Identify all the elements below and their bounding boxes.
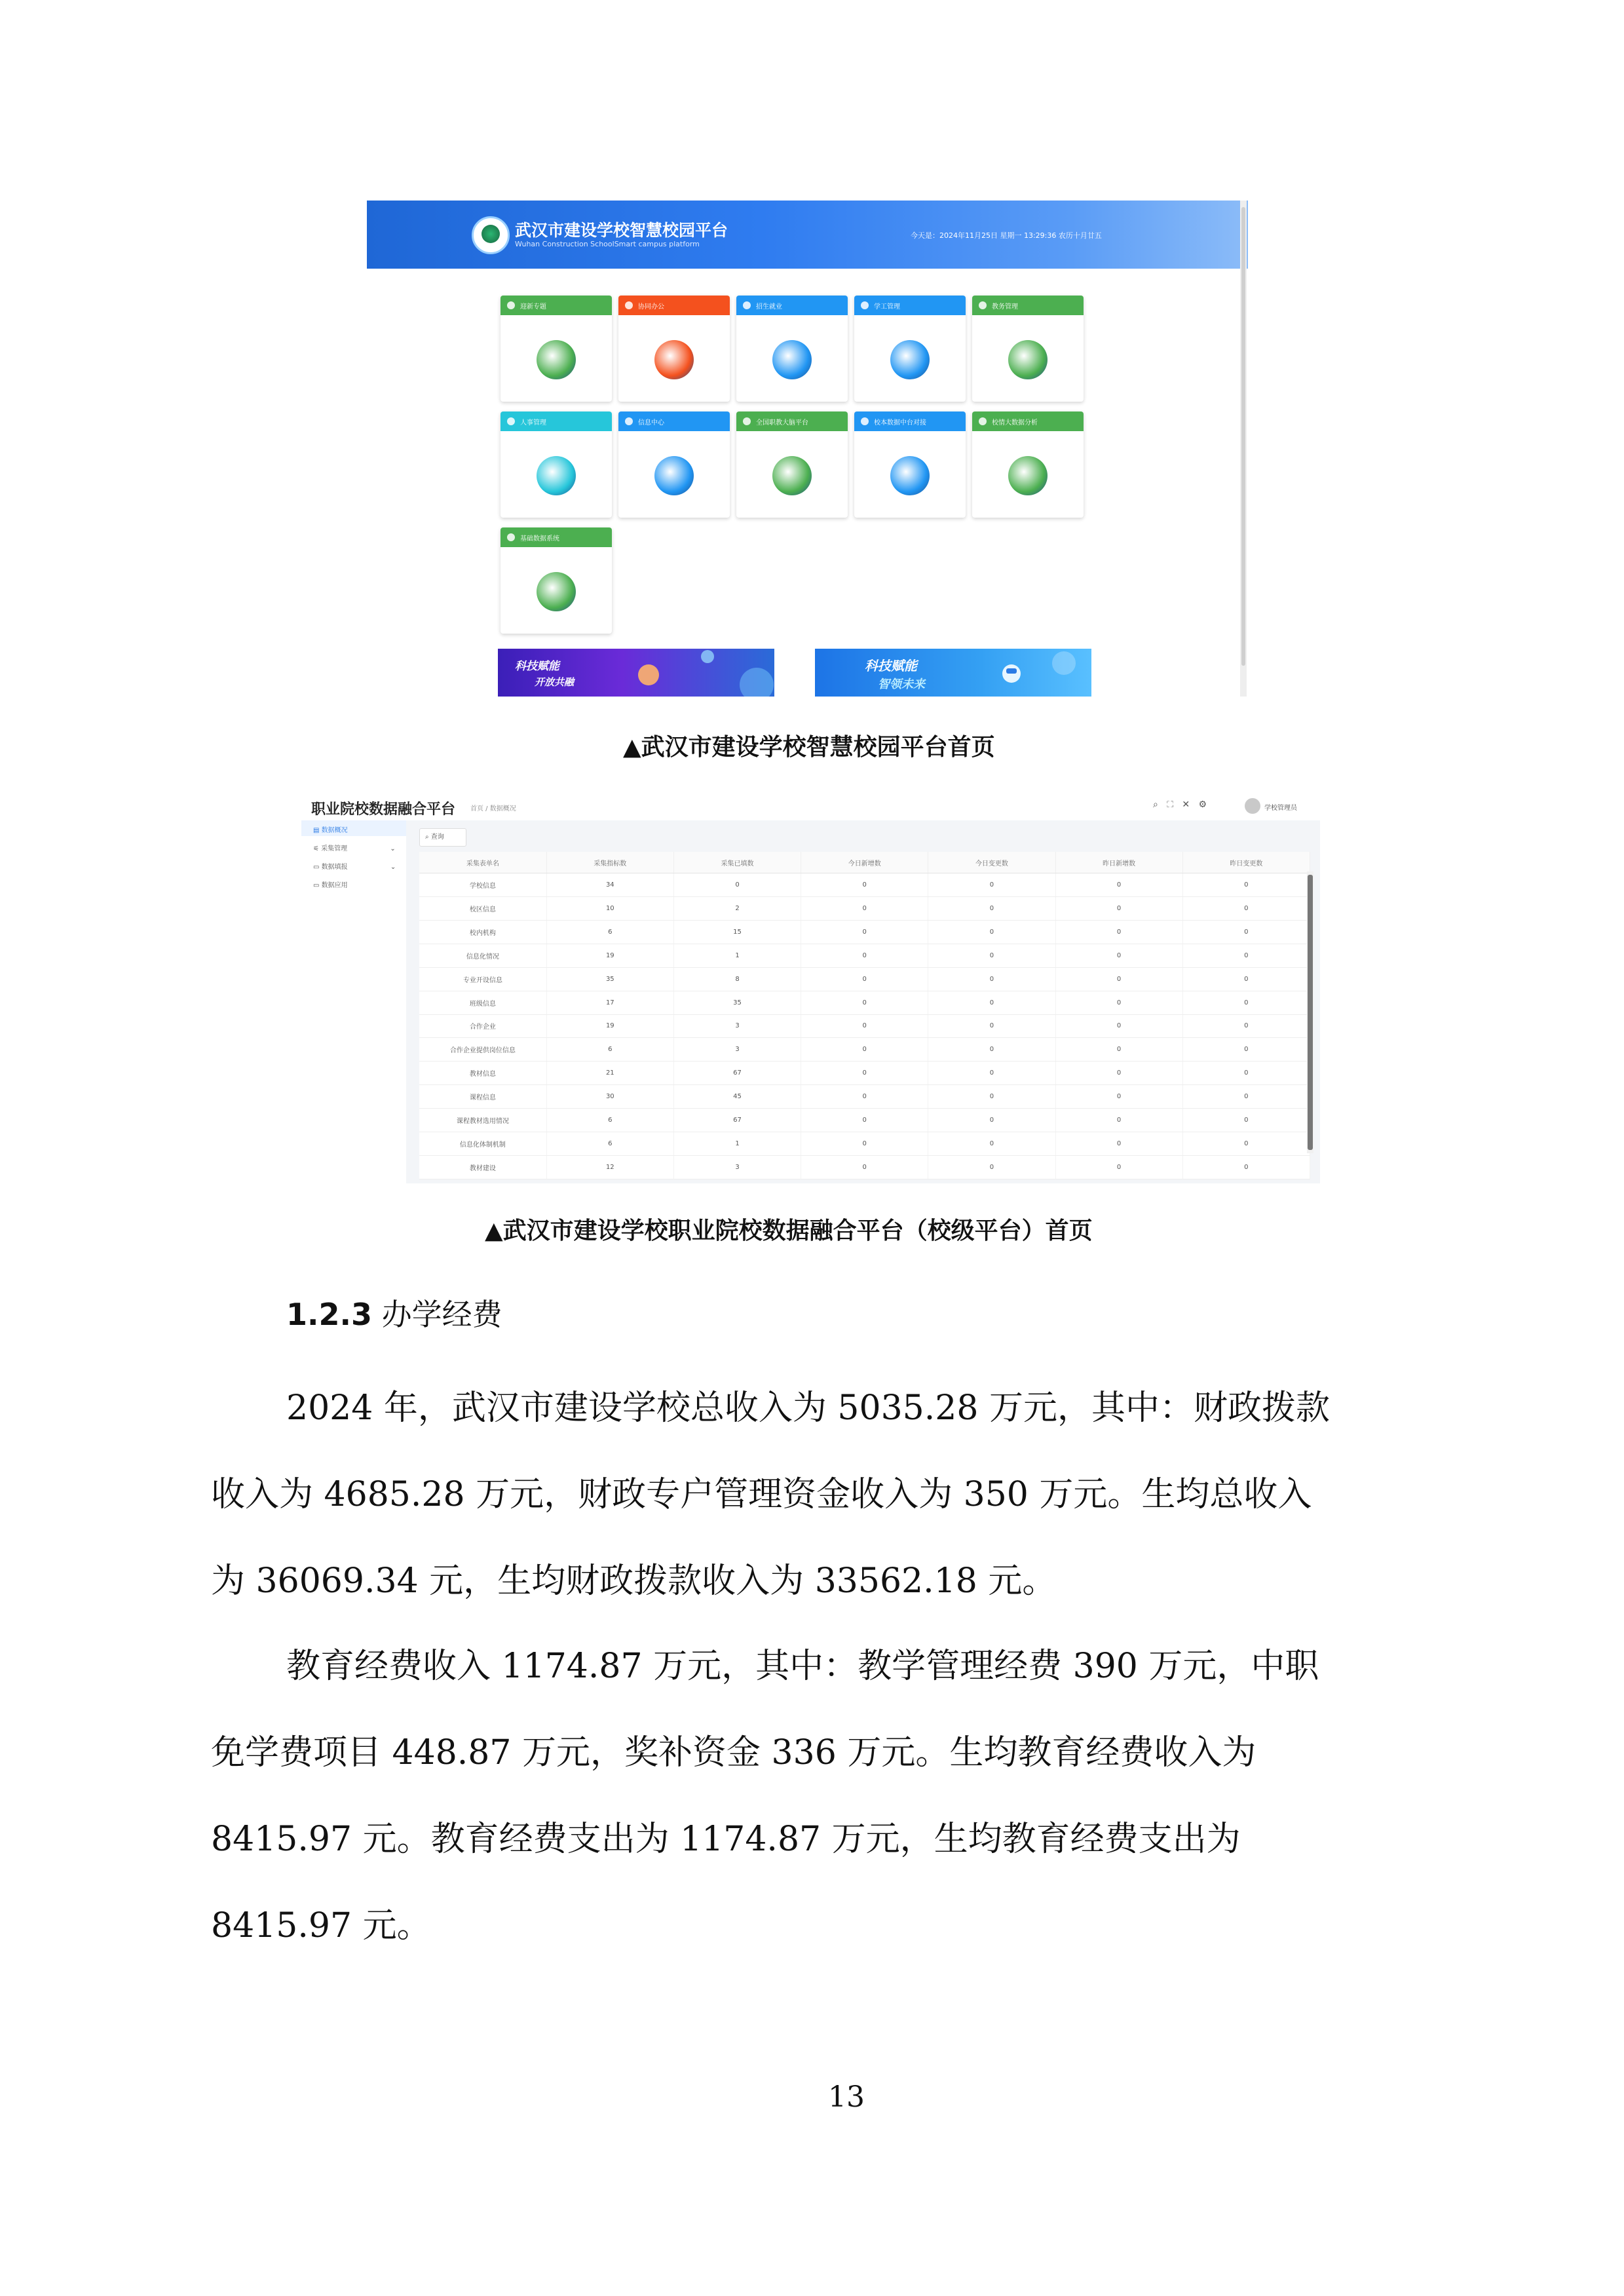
banner-tech-open[interactable]: [498, 649, 774, 697]
column-header[interactable]: 今日变更数: [928, 852, 1055, 873]
computer-icon: [654, 340, 694, 379]
fullscreen-icon[interactable]: ⛶: [1167, 799, 1174, 810]
scrollbar-thumb[interactable]: [1241, 207, 1245, 666]
page-number: 13: [828, 2080, 865, 2114]
table-cell: 0: [1055, 1109, 1182, 1132]
table-cell: 0: [1055, 944, 1182, 967]
table-cell: 0: [801, 1132, 928, 1156]
table-cell: 67: [673, 1062, 801, 1085]
table-cell: 0: [928, 944, 1055, 967]
app-tile-header: [854, 411, 966, 431]
sidebar-item-label: 数据应用: [321, 882, 348, 889]
app-tile-label: 基础数据系统: [520, 535, 559, 543]
table-cell: 12: [546, 1156, 673, 1179]
caption-data-platform: ▲武汉市建设学校职业院校数据融合平台（校级平台）首页: [485, 1217, 1093, 1244]
sidebar-item-label: 数据填报: [321, 864, 348, 871]
table-cell: 0: [928, 920, 1055, 944]
table-cell: 0: [1182, 896, 1310, 920]
column-header[interactable]: 采集表单名: [419, 852, 546, 873]
table-cell: 19: [546, 944, 673, 967]
table-cell: 45: [673, 1085, 801, 1109]
table-cell: 34: [546, 873, 673, 897]
table-cell: 0: [1055, 873, 1182, 897]
table-cell: 0: [673, 873, 801, 897]
column-header[interactable]: 昨日新增数: [1055, 852, 1182, 873]
table-cell: 0: [1182, 1014, 1310, 1038]
app-tile[interactable]: [500, 411, 612, 518]
table-cell: 35: [673, 991, 801, 1014]
table-cell: 0: [801, 944, 928, 967]
table-cell: 0: [1182, 991, 1310, 1014]
table-row[interactable]: [419, 920, 1310, 944]
app-tile[interactable]: [736, 411, 848, 518]
paragraph2-line1: 教育经费收入 1174.87 万元，其中：教学管理经费 390 万元，中职: [286, 1647, 1319, 1686]
tile-badge-icon: [861, 301, 869, 309]
info-center-icon: [654, 456, 694, 495]
table-cell: 0: [1182, 1109, 1310, 1132]
paragraph1-line1: 2024 年，武汉市建设学校总收入为 5035.28 万元，其中：财政拨款: [286, 1388, 1330, 1428]
user-name[interactable]: 学校管理员: [1264, 805, 1297, 812]
table-cell: 0: [1182, 1038, 1310, 1062]
table-cell: 0: [1182, 1085, 1310, 1109]
column-header[interactable]: 昨日变更数: [1182, 852, 1310, 873]
app-tile-header: [736, 296, 848, 315]
sidebar-item-label: 数据概况: [321, 827, 348, 834]
tile-badge-icon: [507, 533, 515, 541]
table-body: [419, 873, 1310, 1179]
section-title: 办学经费: [381, 1297, 502, 1332]
table-cell: 2: [673, 896, 801, 920]
app-tile-label: 招生就业: [756, 303, 782, 311]
app-tile[interactable]: [500, 296, 612, 402]
table-cell: 0: [801, 920, 928, 944]
table-cell: 0: [801, 1062, 928, 1085]
table-row[interactable]: [419, 944, 1310, 967]
table-cell: 0: [1055, 1014, 1182, 1038]
table-cell: 10: [546, 896, 673, 920]
table-row[interactable]: [419, 967, 1310, 991]
app-tile-header: [500, 411, 612, 431]
section-number: 1.2.3: [286, 1297, 372, 1332]
table-cell: 课程教材选用情况: [419, 1109, 546, 1132]
table-cell: 8: [673, 967, 801, 991]
table-cell: 21: [546, 1062, 673, 1085]
table-cell: 6: [546, 1038, 673, 1062]
table-cell: 3: [673, 1156, 801, 1179]
table-header-row: [419, 852, 1310, 873]
table-cell: 课程信息: [419, 1085, 546, 1109]
paragraph1-line2: 收入为 4685.28 万元，财政专户管理资金收入为 350 万元。生均总收入: [211, 1475, 1312, 1514]
app-tile[interactable]: [618, 296, 730, 402]
table-cell: 19: [546, 1014, 673, 1038]
table-cell: 0: [801, 1038, 928, 1062]
table-cell: 合作企业: [419, 1014, 546, 1038]
table-cell: 0: [801, 1014, 928, 1038]
column-header[interactable]: 今日新增数: [801, 852, 928, 873]
search-button[interactable]: ⌕ 查询: [419, 828, 466, 847]
tile-badge-icon: [507, 301, 515, 309]
table-cell: 0: [1055, 1156, 1182, 1179]
table-cell: 0: [928, 1014, 1055, 1038]
brain-icon: [772, 456, 812, 495]
banner-tech-future[interactable]: [815, 649, 1091, 697]
table-cell: 0: [928, 1038, 1055, 1062]
table-row[interactable]: [419, 1132, 1310, 1156]
table-cell: 0: [928, 991, 1055, 1014]
column-header[interactable]: 采集指标数: [546, 852, 673, 873]
search-button-label: 查询: [430, 833, 444, 841]
table-cell: 0: [928, 873, 1055, 897]
caption-campus: ▲武汉市建设学校智慧校园平台首页: [623, 734, 995, 761]
toolbar-icons: [1153, 799, 1207, 810]
app-tile-header: [618, 411, 730, 431]
table-cell: 0: [1182, 873, 1310, 897]
table-cell: 教材信息: [419, 1062, 546, 1085]
app-tile-header: [972, 411, 1084, 431]
table-cell: 0: [928, 1062, 1055, 1085]
campus-date: 今天是：2024年11月25日 星期一 13:29:36 农历十月廿五: [911, 231, 1102, 240]
tile-badge-icon: [507, 417, 515, 425]
platform-title: 职业院校数据融合平台: [311, 801, 456, 818]
table-cell: 0: [1055, 1062, 1182, 1085]
sidebar-item-label: 采集管理: [321, 845, 348, 852]
table-row[interactable]: [419, 1038, 1310, 1062]
gear-icon[interactable]: ⚙: [1198, 799, 1207, 810]
table-cell: 1: [673, 944, 801, 967]
table-cell: 0: [801, 1085, 928, 1109]
table-cell: 0: [1182, 967, 1310, 991]
sidebar-item-collect[interactable]: ⚟ 采集管理 ⌄: [313, 845, 396, 852]
app-tile-label: 校本数据中台对接: [874, 419, 926, 427]
smart-campus-screenshot: [367, 201, 1248, 697]
data-platform-screenshot: [301, 786, 1320, 1183]
table-row[interactable]: [419, 1062, 1310, 1085]
table-cell: 0: [1182, 944, 1310, 967]
app-tile-header: [736, 411, 848, 431]
table-cell: 0: [928, 967, 1055, 991]
table-cell: 0: [801, 1156, 928, 1179]
table-cell: 30: [546, 1085, 673, 1109]
app-tile-label: 信息中心: [638, 419, 664, 427]
app-tile-label: 协同办公: [638, 303, 664, 311]
campus-title: 武汉市建设学校智慧校园平台: [515, 221, 728, 240]
table-cell: 信息化情况: [419, 944, 546, 967]
app-tile-label: 教务管理: [992, 303, 1018, 311]
app-tile[interactable]: [736, 296, 848, 402]
app-tile-label: 学工管理: [874, 303, 900, 311]
data-hub-icon: [890, 456, 930, 495]
table-cell: 0: [1182, 1062, 1310, 1085]
table-row[interactable]: [419, 1085, 1310, 1109]
campus-subtitle: Wuhan Construction SchoolSmart campus platform: [515, 240, 700, 248]
app-tile-header: [972, 296, 1084, 315]
table-cell: 专业开设信息: [419, 967, 546, 991]
table-cell: 0: [801, 896, 928, 920]
personnel-icon: [537, 456, 576, 495]
table-cell: 校区信息: [419, 896, 546, 920]
table-cell: 信息化体制机制: [419, 1132, 546, 1156]
table-cell: 0: [928, 1085, 1055, 1109]
app-tile-label: 全国职教大脑平台: [756, 419, 808, 427]
table-cell: 0: [1055, 1038, 1182, 1062]
tools-icon[interactable]: ✕: [1182, 799, 1190, 810]
table-cell: 校内机构: [419, 920, 546, 944]
analytics-icon: [1008, 456, 1048, 495]
app-tile[interactable]: [972, 411, 1084, 518]
table-scrollbar-thumb[interactable]: [1308, 875, 1313, 1150]
app-tile-label: 人事管理: [520, 419, 546, 427]
table-cell: 35: [546, 967, 673, 991]
table-cell: 0: [928, 1132, 1055, 1156]
collection-table: [419, 852, 1310, 1179]
table-cell: 教材建设: [419, 1156, 546, 1179]
academic-icon: [1008, 340, 1048, 379]
base-data-icon: [537, 572, 576, 611]
paragraph1-line3: 为 36069.34 元，生均财政拨款收入为 33562.18 元。: [211, 1561, 1057, 1601]
chevron-down-icon: ⌄: [390, 845, 396, 852]
table-cell: 0: [928, 896, 1055, 920]
app-tile-label: 迎新专题: [520, 303, 546, 311]
table-cell: 67: [673, 1109, 801, 1132]
graduate-icon: [772, 340, 812, 379]
table-row[interactable]: [419, 1156, 1310, 1179]
banner1-line2: 开放共融: [535, 676, 575, 688]
student-affairs-icon: [890, 340, 930, 379]
paragraph2-line3: 8415.97 元。教育经费支出为 1174.87 万元，生均教育经费支出为: [211, 1820, 1241, 1859]
sidebar: [301, 820, 407, 1183]
table-cell: 学校信息: [419, 873, 546, 897]
app-tile[interactable]: [500, 527, 612, 634]
banner1-line1: 科技赋能: [515, 660, 559, 673]
avatar[interactable]: [1245, 798, 1260, 814]
table-cell: 0: [928, 1109, 1055, 1132]
logo-emblem-icon: [482, 225, 500, 243]
table-cell: 15: [673, 920, 801, 944]
table-row[interactable]: [419, 896, 1310, 920]
app-tile[interactable]: [854, 411, 966, 518]
table-cell: 6: [546, 920, 673, 944]
tile-badge-icon: [979, 301, 987, 309]
app-tile-header: [854, 296, 966, 315]
sidebar-item-apply[interactable]: ▭ 数据应用: [313, 882, 348, 889]
section-heading: [286, 1291, 502, 1334]
column-header[interactable]: 采集已填数: [673, 852, 801, 873]
table-cell: 0: [1055, 967, 1182, 991]
school-logo: [472, 216, 510, 254]
paragraph2-line4: 8415.97 元。: [211, 1906, 431, 1945]
table-row[interactable]: [419, 991, 1310, 1014]
tile-badge-icon: [979, 417, 987, 425]
table-row[interactable]: [419, 1014, 1310, 1038]
table-cell: 0: [801, 873, 928, 897]
tile-badge-icon: [743, 417, 751, 425]
chevron-down-icon: ⌄: [390, 864, 396, 871]
tile-badge-icon: [625, 417, 633, 425]
banner2-line1: 科技赋能: [865, 658, 917, 674]
tile-badge-icon: [861, 417, 869, 425]
table-cell: 班级信息: [419, 991, 546, 1014]
app-tile[interactable]: [854, 296, 966, 402]
table-cell: 0: [1055, 920, 1182, 944]
app-tile-label: 校情大数据分析: [992, 419, 1038, 427]
app-tile[interactable]: [972, 296, 1084, 402]
app-tile[interactable]: [618, 411, 730, 518]
banner2-line2: 智领未来: [878, 678, 925, 691]
table-cell: 合作企业提供岗位信息: [419, 1038, 546, 1062]
tile-badge-icon: [625, 301, 633, 309]
app-tile-header: [618, 296, 730, 315]
table-cell: 1: [673, 1132, 801, 1156]
sidebar-item-overview[interactable]: ▤ 数据概况: [313, 827, 348, 834]
table-cell: 6: [546, 1109, 673, 1132]
table-row[interactable]: [419, 1109, 1310, 1132]
tile-badge-icon: [743, 301, 751, 309]
table-row[interactable]: [419, 873, 1310, 897]
app-tile-header: [500, 527, 612, 547]
welcome-icon: [537, 340, 576, 379]
table-cell: 3: [673, 1014, 801, 1038]
table-cell: 0: [801, 967, 928, 991]
table-cell: 6: [546, 1132, 673, 1156]
sidebar-item-fill[interactable]: ▭ 数据填报 ⌄: [313, 864, 396, 871]
table-cell: 0: [1182, 920, 1310, 944]
table-cell: 0: [1182, 1132, 1310, 1156]
table-cell: 3: [673, 1038, 801, 1062]
search-icon[interactable]: ⌕: [1153, 799, 1158, 810]
table-cell: 0: [801, 991, 928, 1014]
app-tile-header: [500, 296, 612, 315]
table-cell: 0: [1055, 991, 1182, 1014]
table-cell: 0: [928, 1156, 1055, 1179]
breadcrumb[interactable]: 首页 / 数据概况: [470, 805, 516, 813]
table-cell: 0: [801, 1109, 928, 1132]
table-cell: 0: [1055, 896, 1182, 920]
table-cell: 17: [546, 991, 673, 1014]
table-cell: 0: [1182, 1156, 1310, 1179]
paragraph2-line2: 免学费项目 448.87 万元，奖补资金 336 万元。生均教育经费收入为: [211, 1733, 1256, 1772]
table-cell: 0: [1055, 1132, 1182, 1156]
banner-robot-icon: [815, 649, 1091, 697]
table-cell: 0: [1055, 1085, 1182, 1109]
